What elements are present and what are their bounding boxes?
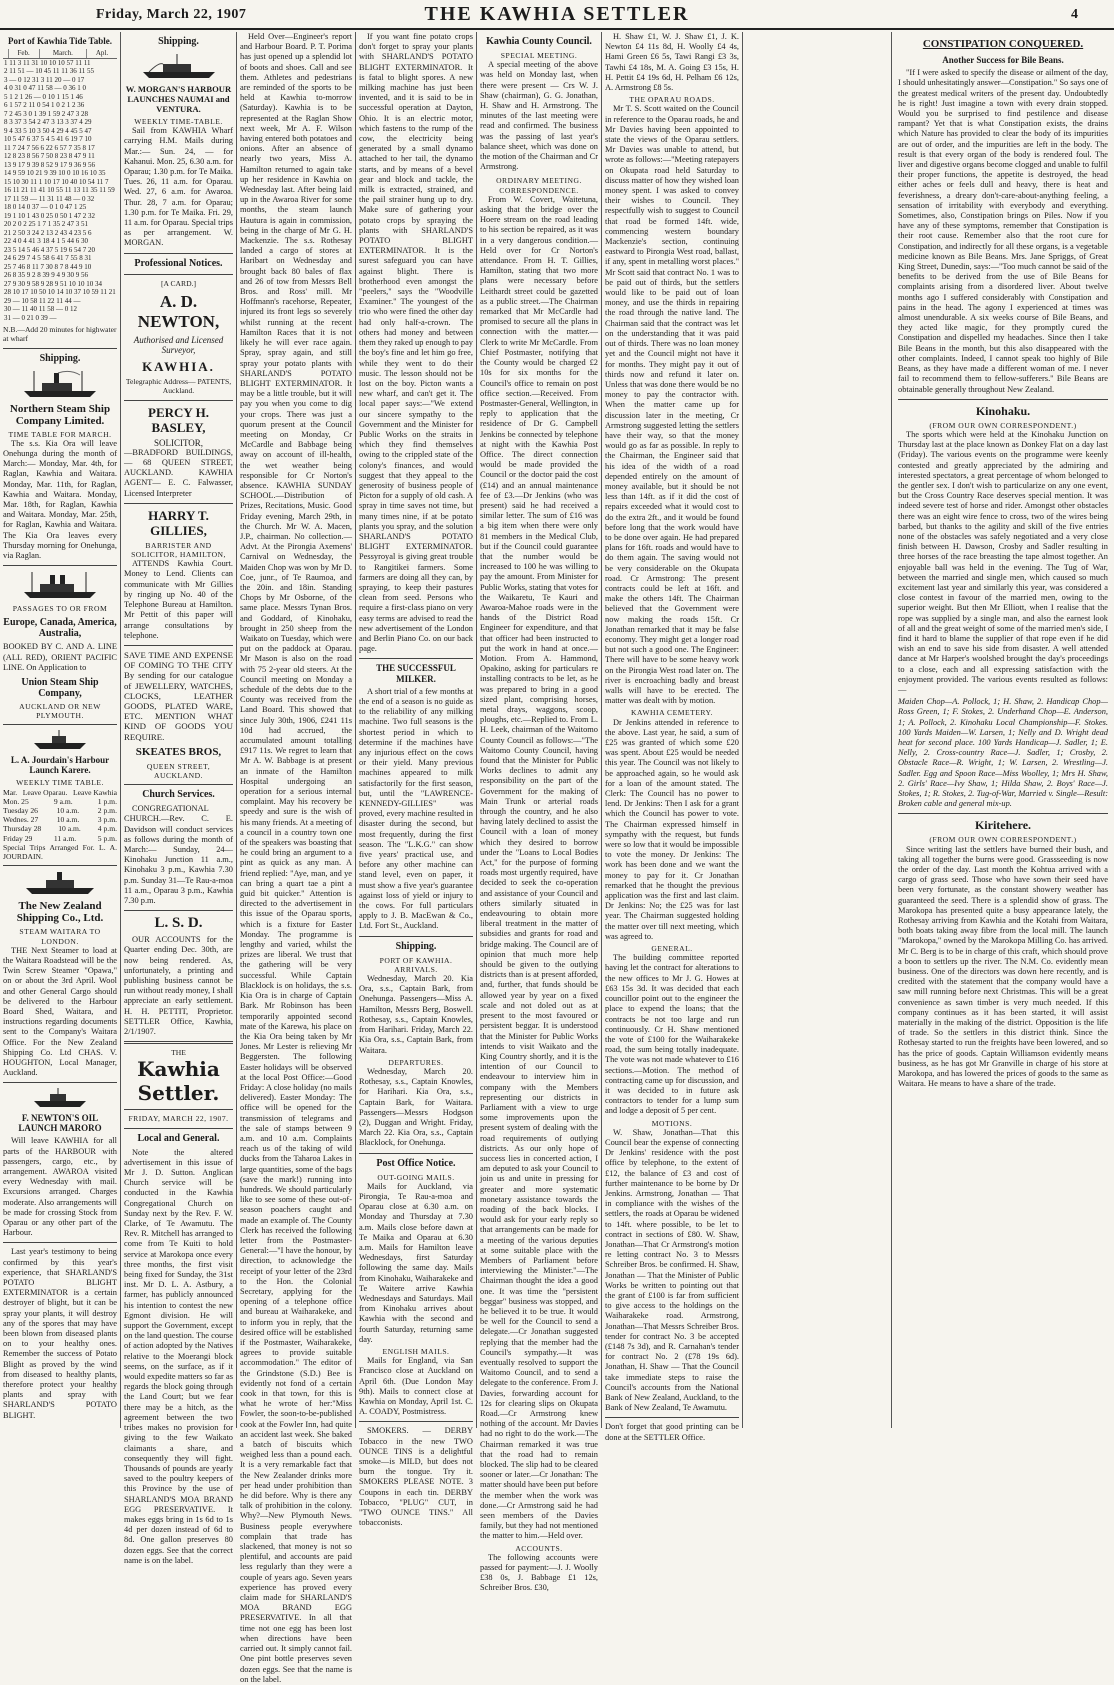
tide-row-values: 7 2 45 3 0 1 39 1 59 2 47 3 28 bbox=[4, 109, 88, 118]
issue-dateline: FRIDAY, MARCH 22, 1907. bbox=[128, 1114, 229, 1124]
nzss-body: THE Next Steamer to load at the Waitara Roadstead will be the Twin Screw Steamer "Opawa," on or about the 3rd April. Wool and other General Cargo should be delivered to the Harbour Board Shed, Waitara, and instructions regarding documents sent to the Company's Waitara Office. For the New Zealand Shipping Co. Ltd CHAS. V. HOUGHTON, Local Manager, Auckland. bbox=[3, 945, 117, 1078]
card-label: [A CARD.] bbox=[160, 278, 197, 288]
section-heading-professional: Professional Notices. bbox=[134, 257, 223, 269]
church-services-body: CONGREGATIONAL CHURCH.—Rev. C. E. Davidson will conduct services as follows during the month of March:— Sunday, 24—Kinohaku Junction 11 a.m., Kinohaku 3 p.m., Kawhia 7.30 p.m. Sunday 31—Te Rau-a-moa 11 a.m., Oparau 3 p.m., Kawhia 7.30 p.m. bbox=[124, 804, 233, 905]
tide-row bbox=[3, 161, 117, 170]
steamship-icon bbox=[20, 369, 100, 399]
local-general-body: Note the altered advertisement in this issue of Mr J. D. Sutton. Anglican Church service will be conducted in the Kawhia Congregational Church on Sunday next by the Rev. F. W. Clarke, of Te Awamutu. The Rev. R. Mitchell has arranged to come from Te Kuiti to hold service at Marokopa once every three months, the first visit being fixed for Sunday, the 31st inst. Mr D. L. A. Astbury, a farmer, has publicly announced his intention to contest the new Egmont division. He will support the Government, except on the land question. The course of action adopted by the Natives relative to the Moerangi block seems, on the surface, as if it would expedite matters so far as regards the block going through the Land Court; but we fear there may be a hitch, as the agreement between the two tribes makes no provision for giving to the few Waikato claimants a share, and consequently they will fight. Thousands of pounds are yearly saved to the poultry keepers of this Province by the use of SHARLAND'S MOA BRAND EGG PRESERVATIVE. It makes eggs bring in 1s 6d to 1s 4d per dozen instead of 6d to 8d. One gallon preserves 80 dozen eggs. See that the correct name is on the label. bbox=[124, 1147, 233, 1565]
tide-row bbox=[3, 212, 117, 221]
derby-tobacco-advert: SMOKERS. — DERBY Tobacco in the new TWO OUNCE TINS is a delightful smoke—is MILD, but does not burn the tongue. Try it. SMOKERS PLEASE NOTE. 3 Coupons in each tin. DERBY Tobacco, "PLUG" CUT, in "TWO OUNCE TINS." All tobacconists. bbox=[359, 1426, 473, 1528]
motions-body: W. Shaw, Jonathan—That this Council bear the expense of connecting Dr Jenkins' residence with the post office by telephone, to the extent of £12, the balance of £3 and cost of further maintenance to be borne by Dr Jenkins. Armstrong, Jonathan — That in compliance with the wishes of the settlers, the roads at Oparau be widened to 14ft. where possible, to be let to contract in sections of £80. W. Shaw, Jonathan—That Cr Armstrong's motion re letting contract No. 3 to Messrs Schreiber Bros. be confirmed. H. Shaw, Jonathan — That the Minister of Public Works be written to pointing out that the grant of £100 is far from sufficient to give access to the holdings on the Waiharakeke road. Armstrong, Jonathan—That Messrs Schreiber Bros. tender for contract No. 3 be accepted (£148 7s 3d), and R. Carnahan's tender for contract No. 2 (£78 19s 6d). Jonathan, H. Shaw — That the Council take immediate steps to raise the Council's accounts from the National Bank of New Zealand, Auckland, to the Bank of New Zealand, Te Awamutu. bbox=[605, 1127, 739, 1413]
jourdain-column-header: Leave Oparau. bbox=[22, 787, 68, 797]
tide-row bbox=[3, 127, 117, 136]
tide-row bbox=[3, 305, 117, 314]
jourdain-column-header: Mar. bbox=[3, 787, 18, 797]
tide-row bbox=[3, 144, 117, 153]
bile-beans-body: "If I were asked to specify the disease or ailment of the day, I should unhesitatingly answer—Constipation." So says one of the greatest medical writers of the present day. Undoubtedly he is right! Just imagine a town with every drain stopped. Would you be surprised to find pestilence and disease rampant? Yet that is what Constipation exists, the drains which Nature has provided to clear the body of its impurities are out of order, and the impurities are left in the body. The result is that every organ of the body is rendered foul. The liver and digestive organs become clogged and unable to fulfil their proper functions, the appetite is destroyed, the head either aches or feels dull and heavy, there is heat and feverishness, a dreary don't-care-about-anything feeling, a sensation of irritability with everybody and everything. Sometimes, also, Constipation brings on Piles. Now if you have any of these symptoms, remember that Constipation is their root cause. Remember also that the root cure for Constipation, and indirectly for all these organs, is a vegetable medicine known as Bile Beans. Mrs. Jane Spriggs, of Great King Street, Dunedin, says:—"Too much cannot be said of the benefits to be derived from the use of Bile Beans for complaints arising from a disordered liver. About twelve months ago I suffered considerably with Constipation and pains in the head. The agony I experienced at times was almost unendurable. A six weeks course of Bile Beans, and they acted like magic, for they promptly cured the Constipation and dispelled my headaches. Since then I take Bile Beans in the month, but this also disappeared with the other complaints. Indeed, I cannot speak too highly of Bile Beans, as they have made a different woman of me. I never fail to recommend them to fellow-sufferers." Bile Beans are obtainable generally throughout New Zealand. bbox=[898, 68, 1108, 394]
oparau-roads-heading: THE OPARAU ROADS. bbox=[629, 95, 715, 105]
oparau-roads-body: Mr T. S. Scott waited on the Council in reference to the Oparau roads, he and Mr Davies having been appointed to state the views of the Oparau settlers. Mr Davies was unable to attend, but wrote as follows:—"Meeting ratepayers on Okupata road held Saturday to discuss matter of how they wished loan money spent. I was asked to convey their wishes to Council. They respectfully wish to suggest to Council that road be formed 14ft. wide, commencing western boundary Mackenzie's section, continuing eastward to Pirongia West road, ballast, if any, spent in metalling worst places." Mr Scott said that contract No. 1 was to be paid out of thirds, but the settlers would like to be paid out of loan money, and use the thirds in repairing the road through the native land. The Chairman said that the contract was let on the understanding that it was paid out of thirds. There was no loan money yet and the Council might not have it for months. They might pay it out of thirds now and refund it later on. Unless that was done there would be no money to pay the contractor with. When the matter came up for discussion later in the meeting, Cr Armstrong suggested letting the settlers have their way, so that the money would go as far as possible. In reply to the Chairman, the Engineer said that his idea of the width of a road depended entirely on the amount of money available, but it should be not less than 14ft. as if it did the cost of repairs exceeded what it would cost to do the extra 2ft., and it would be found before long that the work would have to be done over again. He had prepared plans for 16ft. roads and would have to do them again. The saving would not be very considerable on the Okupata road. Cr Armstrong: The present contracts could be left at 16ft. and make the others 14ft. The Chairman believed that the Government were now making the roads 15ft. Cr Jonathan remarked that it may be false economy. They might get a longer road but not such a good one. The Engineer: There will have to be some heavy work on the Pirongia West road later on. The river is encroaching badly and breast walls will have to be erected. The matter was dealt with by motion. bbox=[605, 104, 739, 706]
tide-row-values: 19 1 10 1 43 0 25 0 50 1 47 2 32 bbox=[4, 211, 95, 220]
kiritehere-byline: (FROM OUR OWN CORRESPONDENT.) bbox=[929, 835, 1077, 845]
section-heading-local: Local and General. bbox=[137, 1132, 220, 1144]
tide-row bbox=[3, 101, 117, 110]
tide-row-values: 28 10 17 10 50 10 14 10 37 10 59 11 21 bbox=[4, 288, 116, 297]
accounts-heading: ACCOUNTS. bbox=[515, 1543, 563, 1553]
tide-row bbox=[3, 67, 117, 76]
gillies-body: ATTENDS Kawhia Court. Money to Lend. Clients can communicate with Mr Gillies by ringing up No. 40 of the Telephone Bureau at Hamilton. Mr Pettit of this paper will arrange consultations by telephone. bbox=[124, 559, 233, 640]
tide-row-values: 4 0 31 0 47 11 58 — 0 36 1 0 bbox=[4, 84, 86, 93]
tide-row bbox=[3, 254, 117, 263]
tide-col-month: Apl. bbox=[86, 49, 117, 58]
tide-table-body bbox=[3, 58, 117, 322]
newton-town: KAWHIA. bbox=[142, 359, 215, 375]
morgan-timetable-title: WEEKLY TIME-TABLE. bbox=[134, 117, 223, 126]
jourdain-cell: Friday 29 bbox=[3, 833, 33, 843]
tide-row-values: 14 9 59 10 21 9 39 10 0 10 16 10 35 bbox=[4, 169, 106, 178]
basley-title: SOLICITOR, bbox=[153, 437, 204, 448]
tide-row bbox=[3, 246, 117, 255]
tide-row bbox=[3, 314, 117, 323]
tide-row bbox=[3, 229, 117, 238]
tide-row-values: 2 11 51 — 10 45 11 11 36 11 55 bbox=[4, 67, 94, 76]
skeates-address: QUEEN STREET, AUCKLAND. bbox=[146, 761, 211, 780]
morgan-timetable-body: Sail from KAWHIA Wharf carrying H.M. Mails during Mar.:— Sun. 24, — for Kahanui. Mon. 25, 6.30 a.m. for Oparau; 1.30 p.m. for Te Maika. Tues. 26, 11 a.m. for Oparau. Wed. 27, 6 a.m. for Awaroa. Thur. 28, 7 a.m. for Oparau; 1.30 p.m. for Te Maika. Fri. 29, 11 a.m. for Oparau. Special trips as per arrangement. W. MORGAN. bbox=[124, 126, 233, 248]
issue-date: Friday, March 22, 1907 bbox=[96, 7, 247, 22]
steamship-icon bbox=[22, 870, 98, 896]
passages-body: BOOKED BY C. AND A. LINE (ALL RED), ORIENT PACIFIC LINE. On Application to bbox=[3, 642, 117, 672]
jourdain-cell: Thursday 28 bbox=[3, 824, 42, 834]
tide-row-values: 27 9 30 9 58 9 28 9 51 10 10 10 34 bbox=[4, 279, 102, 288]
english-mails-heading: ENGLISH MAILS. bbox=[382, 1346, 450, 1356]
post-office-heading: Post Office Notice. bbox=[376, 1157, 456, 1169]
section-heading-shipping: Shipping. bbox=[39, 352, 81, 364]
jourdain-cell: 2 p.m. bbox=[97, 806, 117, 816]
tide-row-values: 30 — 11 40 11 58 — 0 12 bbox=[4, 305, 77, 314]
tide-row bbox=[3, 288, 117, 297]
jourdain-column-header: Leave Kawhia bbox=[72, 787, 117, 797]
column-5 bbox=[477, 32, 601, 1593]
tide-row bbox=[3, 93, 117, 102]
jourdain-timetable-title: WEEKLY TIME TABLE. bbox=[16, 778, 104, 788]
local-news-continued: Held Over—Engineer's report and Harbour Board. P. T. Porima has just opened up a splendid lot of boots and shoes. Call and see them. Athletes and pedestrians are reminded of the sports to be held at Kawhia to-morrow (Saturday). Kawhia is to be represented at the Raglan Show next week, Mr A. F. Wilson having entered both potatoes and onions. After an absence of nearly two years, Miss A. Hamilton returned to again take up her residence in Kawhia on Wednesday last. After being laid up in the Awaroa River for some months, the steam launch Hautura is again in commission, being in the charge of Mr G. H. Mackenzie. The s.s. Rothesay landed a cargo of stores at Haribart on Wednesday and brought back 80 bales of flax and 26 of tow from Messrs Bell Bros. and Ross' mill. Mr Hoffmann's racehorse, Repeater, injured its front legs so severely whilst running at the recent Hamilton Races that it is not likely he will ever race again. Spray, spray again, and still spray your potato plants with SHARLAND'S POTATO BLIGHT EXTERMINATOR. It may be a little trouble, but it will pay you when you come to dig your crops. There was just a quorum present at the Council meeting on Monday, Cr McCardle and Babbage being away on account of ill-health, the wet weather being responsible for Cr Norton's absence. KAWHIA SUNDAY SCHOOL.—Distribution of Prizes, Recitations, Music. Good Friday evening, March 29th, in the Church. Mr W. A. Macen, J.P., chairman. No collection.—Advt. At the Pirongia Axemens' Carnival on Wednesday, the Maiden Chop was won by Mr D. Coe, junr., of Te Raumoa, and the 20in. and 18in. Standing Chops by Mr Osborne, of the same place. Messrs Tynan Bros. and Goddard, of Kinohaku, brought in 250 sheep from the Waikato on Tuesday, which were put on the paddock at Oparau. Mr Mason is also on the road with 75 2-year old steers. At the Council meeting on Monday a schedule of the debts due to the County was received from the Land Board. This showed that since July 30th, 1906, £241 11s 10d had accrued, the accumulated amount totalling £917 11s. We regret to learn that Mr A. W. Babbage is at present an inmate of the Hamilton Hospital undergoing an operation for a serious internal complaint. May his recovery be speedy and sure is the wish of his many friends. At a meeting of a council in a country town one of the speakers was boasting that he could bring an argument to a pint as quick as any man. A friend replied: "Aye, man, and ye can bring a quart tae a pint a guid bit quicker." Attention is directed to the advertisement in this issue of the Oparau sports, which is a fixture for Easter Monday. The programme is lengthy and varied, whilst the prizes are liberal. We trust that the gathering will be very successful. While Captain Blacklock is on holidays, the s.s. Kia Ora is in charge of Captain Bark. Mr Robinson has been temporarily appointed second mate of the Karewa, his place on the Kia Ora being taken by Mr Jones. Mr Lester is relieving Mr Beggersten. The following Easter holidays will be observed at the local Post Office:—Good Friday: A close holiday (no mails delivered). Easter Monday: The office will be opened for the transmission of telegrams and the sale of stamps between 9 a.m. and 10 a.m. Complaints reach us of the taking of wild ducks from the Taharoa Lakes in large quantities, some of the bags (save the mark!) running into hundreds. We should particularly like to see some of these out-of-season poachers caught and made an example of. The County Clerk has received the following letter from the Postmaster-General:—"I have the honour, by direction, to acknowledge the receipt of your letter of the 23rd to the Hon. the Colonial Secretary, applying for the opening of a telephone office and bureau at Waiharakeke, and to inform you in reply, that the desired office will be established if the Postmaster, Waiharakeke, agrees to provide suitable accommodation." The editor of the Grindstone (S.D.) Bee is evidently not fond of a certain cook in that town, for this is what he wrote of her:"Miss Fowler, the soon-to-be-published cook at the Fowler Inn, had quite an accident last week. She baked a batch of biscuits which weighed less than a pound each. It is a very remarkable fact that the New Zealander drinks more per head under prohibition than he did before. Why is there any talk of prohibition in the colony. Why?—New Plymouth News. Business people everywhere complain that trade has slackened, that money is not so plentiful, and accounts are paid less regularly than they were a couple of years ago. Seven years experience has proved every claim made for SHARLAND'S MOA BRAND EGG PRESERVATIVE. In all that time not one egg has been lost when directions have been carried out. It simply cannot fail. One pint bottle preserves seven dozen eggs. See that the name is on the label. bbox=[240, 32, 352, 1684]
tide-row bbox=[3, 297, 117, 306]
jourdain-header-row bbox=[3, 788, 117, 797]
nsc-company-name: Northern Steam Ship Company Limited. bbox=[9, 402, 111, 427]
tide-row-values: 18 0 14 0 37 — 0 1 0 47 1 25 bbox=[4, 203, 87, 212]
departures-body: Wednesday, March 20. Rothesay, s.s., Captain Knowles, for Harihari. Kia Ora, s.s., Captain Bark, for Waitara. Passengers—Messrs Hodgson (2), Duggan and Wright. Friday, March 22. Kia Ora, s.s., Captain Blacklock, for Onehunga. bbox=[359, 1066, 473, 1148]
tide-row-values: 5 1 2 1 26 — 0 10 1 15 1 46 bbox=[4, 92, 83, 101]
column-rule bbox=[742, 32, 743, 1428]
launch-icon bbox=[30, 729, 90, 751]
tide-row-values: 6 1 57 2 11 0 54 1 0 2 1 2 36 bbox=[4, 101, 85, 110]
special-meeting-body: A special meeting of the above was held on Monday last, when there were present — Crs W. J. Shaw (chairman), G. G. Jonathan, H. Shaw and H. Armstrong. The minutes of the last meeting were read and confirmed. The business was the passing of last year's balance sheet, which was done on the motion of the Chairman and Cr Armstrong. bbox=[480, 60, 598, 172]
kawhia-cemetery-body: Dr Jenkins attended in reference to the above. Last year, he said, a sum of £25 was granted of which some £20 was spent. About £25 would be needed this year. The Council was not likely to be approached again, so he would ask for a loan of the amount stated. The Clerk: The Council has no power to lend. Dr Jenkins: Then I ask for a grant which the Council has power to vote. The Chairman expressed himself in sympathy with the request, but funds were so low that it would be impossible to vote the money. Dr Jenkins: The work has been done and we want the money to pay for it. Cr Jonathan remarked that he thought the previous application was the first and last claim. Dr Jenkins: No; the £25 was for last year. The Chairman suggested holding the matter over till next meeting, which was agreed to. bbox=[605, 717, 739, 941]
skeates-advert-body: SAVE TIME AND EXPENSE OF COMING TO THE CITY By sending for our catalogue of JEWELLERY, WATCHES, CLOCKS, LEATHER GOODS, PLATED WARE, ETC. MENTION WHAT KIND OF GOODS YOU REQUIRE. bbox=[124, 649, 233, 742]
tide-row bbox=[3, 152, 117, 161]
newton-surveyor-title: Authorised and Licensed Surveyor, bbox=[133, 334, 224, 356]
kawhia-cemetery-heading: KAWHIA CEMETERY. bbox=[631, 708, 713, 718]
tide-row bbox=[3, 271, 117, 280]
tide-row-values: 1 11 3 11 31 10 10 10 57 11 11 bbox=[4, 58, 91, 67]
tide-row bbox=[3, 203, 117, 212]
kiritehere-body: Since writing last the settlers have burned their bush, and taking all together the burns were good. Grassseeding is now the order of the day. Last month the Kohtua arrived with a cargo of grass seed. Those who have sown their seed have been very fortunate, as the constant showery weather has guaranteed the seed. There is a splendid show of grass. The Marokopa has presented quite a busy appearance lately, the Rothesay arriving from Kawhia and the Kotahi from Waitara, both boats taking away fibre from the local mill. The launch "Marokopa," owned by the Marokopa Milling Co. has arrived. Mr C. Berg is to be in charge of this craft, which should prove a boon to settlers up the river. The N.M. Co. evidently mean business. One of the directors was down here recently, and is credited with the statement that the company would have a saw mill running before next Christmas. This will be a great convenience as sawn timber is very much needed. If this company continues as it has been started, it will assist materially in the making of the district. Opposition is the life of trade. So the settlers in this district think. Since the Rothesay started to run the freights have been lowered, and so has the price of goods. Captain Williamson evidently means business, as he has got Mr Granville in charge of his store at Marokopa, and has lowered the prices of goods to the same as Waitara. He means to have a share of the trade. bbox=[898, 844, 1108, 1089]
nzss-company-name: The New Zealand Shipping Co., Ltd. bbox=[16, 900, 104, 925]
column-3 bbox=[237, 32, 355, 1684]
outgoing-mails-heading: OUT-GOING MAILS. bbox=[377, 1172, 455, 1182]
tide-table-title: Port of Kawhia Tide Table. bbox=[8, 36, 112, 46]
kinohaku-results: Maiden Chop—A. Pollock, 1; H. Shaw, 2. Handicap Chop—Ross Green, 1; F. Stokes, 2. Underhand Chop—E. Anderson, 1; A. Pollock, 2. Kinohaku Local Championship—F. Stokes. 100 Yards Maiden—W. Larsen, 1; Nelly and D. Wright dead heat for second place. 100 Yards Handicap—J. Sadler, 1; E. Nelly, 2. Cross-country Race—J. Sadler, 1; Crosby, 2. Obstacle Race—R. Wright, 1; W. Larsen, 2. Wrestling—J. Sadler. Egg and Spoon Race—Miss Woolley, 1; Mrs H. Shaw, 2. Girls' Race—Ivy Shaw, 1; Hilda Shaw, 2. Boys' Race—J. Stokes, 1; R. Stokes, 2. Tug-of-War, Married v. Single—Result: Broken cable and general mix-up. bbox=[898, 697, 1108, 809]
special-meeting-heading: SPECIAL MEETING. bbox=[500, 51, 578, 60]
lsd-heading: L. S. D. bbox=[154, 915, 203, 932]
column-4 bbox=[356, 32, 476, 1528]
tide-row-values: 3 — 0 12 31 3 11 20 — 0 17 bbox=[4, 75, 85, 84]
blight-advert-body: Last year's testimony to being confirmed by this year's experience, that SHARLAND'S POTATO BLIGHT EXTERMINATOR is a certain destroyer of blight, but it can be spray your plants, it will destroy any of the spores that may have been blown from diseased plants on to your healthy ones. Remember the success of Potato Blight as proved by the wind from diseased to healthy plants, therefore protect your healthy plants and spray with SHARLAND'S POTATO BLIGHT. bbox=[3, 1247, 117, 1420]
jourdain-row bbox=[3, 806, 117, 815]
gillies-title: BARRISTER AND SOLICITOR, HAMILTON, bbox=[131, 540, 226, 560]
tide-row-values: 13 9 17 9 39 8 52 9 17 9 36 9 56 bbox=[4, 160, 95, 169]
arrivals-heading: ARRIVALS. bbox=[394, 964, 438, 974]
tide-row-values: 20 2 0 2 25 1 7 1 35 2 47 3 51 bbox=[4, 220, 88, 229]
jourdain-note: Special Trips Arranged For. L. A. JOURDAIN. bbox=[3, 842, 117, 862]
bile-beans-subheading: Another Success for Bile Beans. bbox=[942, 55, 1064, 65]
tide-row-values: 25 7 46 8 11 7 30 8 7 8 44 9 10 bbox=[4, 262, 92, 271]
newton-launch-name: F. NEWTON'S OIL LAUNCH MARORO bbox=[18, 1113, 102, 1134]
jourdain-cell: 10 a.m. bbox=[56, 806, 80, 816]
ordinary-meeting-heading: ORDINARY MEETING. bbox=[496, 176, 582, 186]
post-office-body: Mails for Auckland, via Pirongia, Te Rau-a-moa and Oparau close at 6.30 a.m. on Monday and Thursday at 7.30 a.m. Mails close before dawn at Te Maika and Oparau at 6.30 a.m. Mails for Hamilton leave Wednesdays, first Saturday following the same day. Mails from Kinohaku, Waiharakeke and Te Waitere arrive Kawhia Wednesdays and Saturdays. Mail from Kinohaku arrives about Kawhia with the second and fourth Saturday, returning same day. bbox=[359, 1181, 473, 1344]
general-heading: GENERAL. bbox=[651, 944, 693, 954]
skeates-name: SKEATES BROS, bbox=[135, 745, 222, 758]
printing-notice: Don't forget that good printing can be done at the SETTLER Office. bbox=[605, 1422, 739, 1442]
tide-row-values: 15 10 30 11 1 10 17 10 40 10 54 11 7 bbox=[4, 177, 109, 186]
section-heading-shipping: Shipping. bbox=[395, 940, 437, 952]
departures-heading: DEPARTURES. bbox=[388, 1057, 444, 1067]
constipation-heading: CONSTIPATION CONQUERED. bbox=[922, 38, 1084, 50]
tide-row-values: 24 6 29 7 4 5 58 6 41 7 55 8 31 bbox=[4, 254, 92, 263]
column-2 bbox=[121, 32, 236, 1565]
tide-row-values: 26 8 35 9 2 8 39 9 4 9 30 9 56 bbox=[4, 271, 88, 280]
nsc-timetable-title: TIME TABLE FOR MARCH. bbox=[8, 429, 112, 439]
jourdain-cell: 10 a.m. bbox=[56, 815, 80, 825]
launch-icon bbox=[139, 52, 219, 80]
tide-row bbox=[3, 135, 117, 144]
basley-body: —BRADFORD BUILDINGS,— 68 QUEEN STREET, AUCKLAND. KAWHIA AGENT— E. C. Falwasser, Licensed Interpreter bbox=[124, 447, 233, 498]
jourdain-cell: Mon. 25 bbox=[3, 796, 29, 806]
tide-col-month: Feb. bbox=[8, 49, 39, 58]
column-6 bbox=[602, 32, 742, 1442]
tide-row bbox=[3, 76, 117, 85]
accounts-body: The following accounts were passed for payment:—J. J. Woolly £38 0s, J. Babbage £1 12s, Schreiber Bros. £30, bbox=[480, 1552, 598, 1593]
tide-row bbox=[3, 178, 117, 187]
arrivals-body: Wednesday, March 20. Kia Ora, s.s., Captain Bark, from Onehunga. Passengers—Miss A. Hamilton, Messrs Berg, Boswell. Rothesay, s.s., Captain Knowles, from Harihari. Friday, March 22. Kia Ora, s.s., Captain Bark, from Waitara. bbox=[359, 974, 473, 1055]
jourdain-row bbox=[3, 824, 117, 833]
page-number: 4 bbox=[1071, 7, 1078, 22]
jourdain-row bbox=[3, 834, 117, 843]
tide-row bbox=[3, 118, 117, 127]
kinohaku-body: The sports which were held at the Kinohaku Junction on Thursday last at the place known as Donkey Flat on a day last (Friday). The various events on the programme were keenly contested and greatly appreciated by the admiring and interested spectators, a great percentage of whom belonged to the gentler sex. I don't wish to particularize on any one event, but the Cross Country Race deserves special mention. It was indeed severe test of horse and rider. Amongst other obstacles there was an eight wire fence to cross, two of the wires being barbed, but thanks to the agility and skill of the five entries none of the obstacles was safely negotiated and a very close finish between H. Dawson, Crosby and Sadler resulting in three horses of the race breasting the tape almost together. An enjoyable ball was held in the evening. The Tug of War, between the married and single men, which caused so much excitement last year and similarly this year, was considered a close contest in favour of the married men, owing to the superior weight. But then Mr Elliott, when I realise that the rope was supplied by a single man, and also the earnest look of all and the great weight of some of the married men's side, I find it hard to blame the supplier of that rope even if he did wish an end to save his side from disaster. A well attended dance at Mr Harper's woolshed brought the day's proceedings to a close, each and all expressing satisfaction with the enjoyment provided. The various events resulted as follows:— bbox=[898, 429, 1108, 694]
english-mails-body: Mails for England, via San Francisco close at Auckland on April 6th. (Due London May 9th). Mails to connect close at Kawhia on Monday, April 1st. C. A. COADY, Postmistress. bbox=[359, 1356, 473, 1417]
union-address: AUCKLAND OR NEW PLYMOUTH. bbox=[19, 702, 101, 721]
newspaper-title: THE KAWHIA SETTLER bbox=[424, 3, 690, 25]
general-body: The building committee reported having let the contract for alterations to the new offices to Mr J. G. Howes at £63 15s 3d. It was decided that each councillor point out to the engineer the place to expend the loans; that the contracts be not too large and run continuously. Cr H. Shaw mentioned the vote of £100 for the Waiharakeke road, the sum being totally inadequate. The vote was not made whatever to £16 sections.—Motion. The method of contracting came up for discussion, and it was decided to in future ask contractors to tender for a lump sum and lodge a deposit of 5 per cent. bbox=[605, 953, 739, 1116]
tide-row-values: 29 — 10 58 11 22 11 44 — bbox=[4, 296, 81, 305]
motions-heading: MOTIONS. bbox=[651, 1118, 693, 1128]
jourdain-cell: Tuesday 26 bbox=[3, 806, 38, 816]
steamship-icon bbox=[20, 570, 100, 600]
successful-milker-body: A short trial of a few months at the end of a season is no guide as to the reliability of any milking machine. Two full seasons is the shortest period in which to determine if the machines have any injurious effect on the cows or their yield. Many previous machines appeared to milk satisfactorily for the first season, but, until the "LAWRENCE-KENNEDY-GILLIES" was proved, every machine resulted in disaster during the second, but most frequently, during the first season. The "L.K.G." can show five years' practical use, and before any other machine can stand level, even on paper, it must show a five year's guarantee against loss of yield or injury to the cows. For full particulars apply to J. B. MacEwan & Co., Ltd. Fort St., Auckland. bbox=[359, 686, 473, 931]
masthead-the: THE bbox=[171, 1048, 186, 1058]
column-7 bbox=[892, 32, 1114, 1428]
correspondence-heading: CORRESPONDENCE. bbox=[499, 185, 579, 195]
tide-row bbox=[3, 58, 117, 67]
jourdain-cell: Wednes. 27 bbox=[3, 815, 39, 825]
lsd-body: OUR ACCOUNTS for the Quarter ending Dec. 30th, are now being rendered. As, unfortunately, a printing and publishing business cannot be run without ready money, I shall appreciate an early settlement. H. H. PETTIT, Proprietor. SETTLER Office, Kawhia, 2/1/1907. bbox=[124, 935, 233, 1036]
kawhia-settler-title: Kawhia Settler. bbox=[137, 1057, 220, 1106]
tide-row-values: 22 4 0 4 41 3 18 4 1 5 44 6 30 bbox=[4, 237, 88, 246]
morgan-launches-name: W. MORGAN'S HARBOUR LAUNCHES NAUMAI and VENTURA. bbox=[125, 84, 232, 114]
nsc-timetable-body: The s.s. Kia Ora will leave Onehunga during the month of March:— Monday, Mar. 4th, for Raglan, Kawhia and Waitara. Monday, Mar. 11th, for Raglan, Kawhia and Waitara. Monday, Mar. 18th, for Raglan, Kawhia and Waitara. Monday, Mar. 25th, for Raglan, Kawhia and Waitara. The Kia Ora leaves every Thursday morning for Onehunga, via Raglan. bbox=[3, 438, 117, 561]
jourdain-row bbox=[3, 815, 117, 824]
union-company-name: Union Steam Ship Company, bbox=[21, 677, 99, 700]
port-heading: PORT OF KAWHIA. bbox=[379, 955, 453, 965]
kiritehere-heading: Kiritehere. bbox=[974, 818, 1032, 833]
tide-row bbox=[3, 84, 117, 93]
jourdain-timetable bbox=[3, 788, 117, 843]
launch-icon bbox=[30, 1087, 90, 1109]
jourdain-row bbox=[3, 797, 117, 806]
tide-row bbox=[3, 169, 117, 178]
kinohaku-byline: (FROM OUR OWN CORRESPONDENT.) bbox=[929, 420, 1077, 430]
tide-row-values: 21 2 50 3 24 2 13 2 43 4 23 5 6 bbox=[4, 228, 92, 237]
basley-solicitor-name: PERCY H. BASLEY, bbox=[148, 404, 209, 435]
tide-col-month: March. bbox=[39, 49, 86, 58]
accounts-continued: H. Shaw £1, W. J. Shaw £1, J. K. Newton £4 11s 8d, H. Woolly £4 4s, Hami Green £6 5s, Tawi Rangi £3 3s, Tawhi £4 18s, M. A. Going £3 15s, H. H. Pettit £4 19s 6d, H. Pelham £6 12s, A. Armstrong £8 5s. bbox=[605, 32, 739, 93]
column-1 bbox=[0, 32, 120, 1428]
tide-row bbox=[3, 110, 117, 119]
tide-row-values: 9 4 33 5 10 3 50 4 29 4 45 5 47 bbox=[4, 126, 92, 135]
tide-row-values: 17 11 59 — 11 31 11 48 — 0 32 bbox=[4, 194, 95, 203]
jourdain-cell: 9 a.m. bbox=[53, 796, 73, 806]
tide-row-values: 31 — 0 21 0 39 — bbox=[4, 313, 57, 322]
newton-launch-body: Will leave KAWHIA for all parts of the HARBOUR with passengers, cargo, etc., by arrangement. AWAROA visited every Wednesday with mail. Excursions arranged. Charges moderate. Also arrangements will be made for crossing Stock from Oparau or any other part of the Harbour. bbox=[3, 1136, 117, 1238]
tide-row-values: 12 8 23 8 56 7 50 8 23 8 47 9 11 bbox=[4, 152, 95, 161]
passages-heading: PASSAGES TO OR FROM bbox=[12, 604, 108, 614]
tide-row bbox=[3, 220, 117, 229]
news-items-body: If you want fine potato crops don't forget to spray your plants with SHARLAND'S POTATO BLIGHT EXTERMINATOR. It is fatal to blight spores. A new milking machine has just been invented, and it is said to be in successful operation at Dayton, Ohio. It is an electric motor, which fastens to the rump of the cow, the electricity being generated by a small dynamo attached to her tail, the dynamo starts, and by means of a bevel gear and block and tackle, the milk is extracted, strained, and the pail strainer hung up to dry. Make sure of gathering your potato crops by spraying the plants with SHARLAND'S POTATO BLIGHT EXTERMINATOR. It is the surest safeguard you can have against blight. There is brotherhood even amongst the "peelers," says the "Woodville Examiner." The youngest of the trio who were fined the other day had only half-a-crown. The others had money and between them they raked up enough to pay the boy's fine and let him go free, while they went to do their music. The lesson should not be lost on the boy. Picton wants a new wharf, and can't get it. The local paper says:—"We extend our sincere sympathy to the Government and the Minister for Public Works on the straits in which they find themselves owing to the crippled state of the colony's finances, and would suggest that they appeal to the generosity of business people of Picton for a supply of old cash. A spray in time saves not time, but many times nine, if at be potato plants you spray, and the solution SHARLAND'S POTATO BLIGHT EXTERMINATOR. Pessyroyal is giving great trouble to Rangitikei farmers. Some farmers are doing all they can, by spraying, to keep their pastures clean from seed. Persons who require a first-class piano on very easy terms are advised to read the new advertisement of the London and Berlin Piano Co. on our back page. bbox=[359, 32, 473, 654]
tide-row-values: 8 3 37 3 54 2 47 3 13 3 37 4 29 bbox=[4, 118, 92, 127]
tide-row-values: 10 5 47 6 37 5 4 5 41 6 19 7 10 bbox=[4, 135, 92, 144]
jourdain-cell: 3 p.m. bbox=[97, 815, 117, 825]
tide-row-values: 11 7 24 7 56 6 22 6 57 7 35 8 17 bbox=[4, 143, 95, 152]
kinohaku-heading: Kinohaku. bbox=[975, 403, 1031, 418]
gillies-solicitor-name: HARRY T. GILLIES, bbox=[148, 507, 209, 538]
newton-telegraphic-address: Telegraphic Address— PATENTS, Auckland. bbox=[125, 377, 232, 396]
tide-row bbox=[3, 237, 117, 246]
jourdain-cell: 5 p.m. bbox=[97, 833, 117, 843]
jourdain-cell: 10 a.m. bbox=[58, 824, 81, 834]
successful-milker-heading: THE SUCCESSFUL MILKER. bbox=[376, 663, 456, 684]
tide-row bbox=[3, 280, 117, 289]
masthead bbox=[0, 0, 1114, 30]
newton-surveyor-name: A. D. NEWTON, bbox=[137, 291, 220, 331]
tide-row bbox=[3, 186, 117, 195]
passages-destinations: Europe, Canada, America, Australia, bbox=[3, 617, 117, 640]
tide-row bbox=[3, 263, 117, 272]
section-heading-church: Church Services. bbox=[142, 789, 215, 801]
tide-row-values: 16 11 21 11 41 10 55 11 13 11 35 11 59 bbox=[4, 186, 115, 195]
tide-row bbox=[3, 195, 117, 204]
tide-table bbox=[3, 49, 117, 322]
jourdain-launch-name: L. A. Jourdain's Harbour Launch Karere. bbox=[10, 755, 110, 776]
jourdain-cell: 1 p.m. bbox=[97, 796, 117, 806]
jourdain-cell: 4 p.m. bbox=[97, 824, 117, 834]
nzss-route: STEAM WAITARA TO LONDON. bbox=[19, 927, 101, 946]
tide-note: N.B.—Add 20 minutes for highwater at wharf bbox=[3, 325, 117, 344]
correspondence-body: From W. Covert, Waitetuna, asking that the bridge over the Hoere stream on the road leading to his section be repaired, as it was in a very dangerous condition.—Held over for Cr Norton's attendance. From H. T. Gillies, Hamilton, stating that two more plans were necessary before Leithardt street could be gazetted as a public street.—The Chairman remarked that Mr McCardle had promised to secure all the plans in connection with the matter.—Clerk to write Mr McCardle. From Chief Postmaster, notifying that the County would be charged £2 10s for six months for the Council's office to remain on post office section.—Received. From Postmaster-General, Wellington, in reply to application that the residence of Dr G. Campbell Jenkins be connected by telephone at night with the Kawhia Post Office. The direct connection would be made provided the Council or the doctor paid the cost (£14) and an annual maintenance fee of £3.—Dr Jenkins (who was present) said he had received a similar letter. The sum of £16 was a big item when there were only 81 members in the Medical Club, but if the Council could guarantee that the number would be increased to 100 he was willing to pay the amount. From Minister for Public Works, stating that votes for the Waikaretu, Te Kauri and Awaroa-Mahoe roads were in the hands of the District Road Engineer for expenditure, and that that officer had been instructed to put the work in hand at once.—Motion. From A. Hammond, Opakino, asking for particulars re installing contracts to be let, as he was prepared to bring in a good sized plant, comprising horses, metal drays, waggons, scoop, ploughs, etc.—Replied to. From L. H. Leek, chairman of the Waitomo County Council as follows:—"The Waitomo County Council, having found that the Minister for Public Works declines to admit any responsibility on the part of the Government for the making of Main Trunk or arterial roads through the country, and he also having lately declined to assist the Council with a loan of money which they desired to borrow under the "Loans to Local Bodies Act," for the purpose of forming roads most urgently required, have decided to seek the co-operation and assistance of your Council and others similarly situated in endeavouring to obtain more liberal treatment in the matter of subsidies and grants for road and bridge making. The Council are of opinion that much more help should be given to the outlying districts than is at present afforded, and, further, that funds should be allowed year by year on a fixed scale and not doled out as at present to the most favoured or persistent beggar. It is understood that the Minister for Public Works intends to visit Waikato and the King Country shortly, and it is the intention of our Council to endeavour to interview him in company with the Members representing our districts in Parliament with a view to urge some improvements upon the present system of dealing with the road requirements of outlying districts. As our only hope of success lies in concerted action, I am deputed to ask your Council to join us and unite in pressing for greater and more systematic monetary assistance towards the roading of the back blocks. I would ask for your early reply so that arrangements can be made for a meeting of the various deputies at some suitable place with the Members of Parliament before interviewing the Minister."—The Chairman thought the idea a good one. It was time the "persistent beggar" business was stopped, and he believed it to be true. It would be well for the Council to send a delegate.—Cr Jonathan suggested replying that the member had the Council's sympathy.—It was eventually resolved to support the Waitomo Council, and to send a delegate to the conference. From J. Davies, forwarding account for 12s for clearing slips on Okupata Road.—Cr Armstrong knew nothing of the account. Mr Davies had no right to do the work.—The Chairman remarked it was true that the road had to remain blocked. The slip had to be cleared sooner or later.—Cr Jonathan: The matter should have been put before the member when the work was done.—Cr Armstrong said he had seen members of the Davies family, but they had not mentioned the matter to him.—Held over. bbox=[480, 194, 598, 1541]
county-council-heading: Kawhia County Council. bbox=[486, 36, 592, 47]
jourdain-cell: 11 a.m. bbox=[53, 833, 77, 843]
tide-row-values: 23 5 14 5 46 4 37 5 19 6 54 7 20 bbox=[4, 245, 95, 254]
section-heading-shipping: Shipping. bbox=[158, 36, 199, 47]
